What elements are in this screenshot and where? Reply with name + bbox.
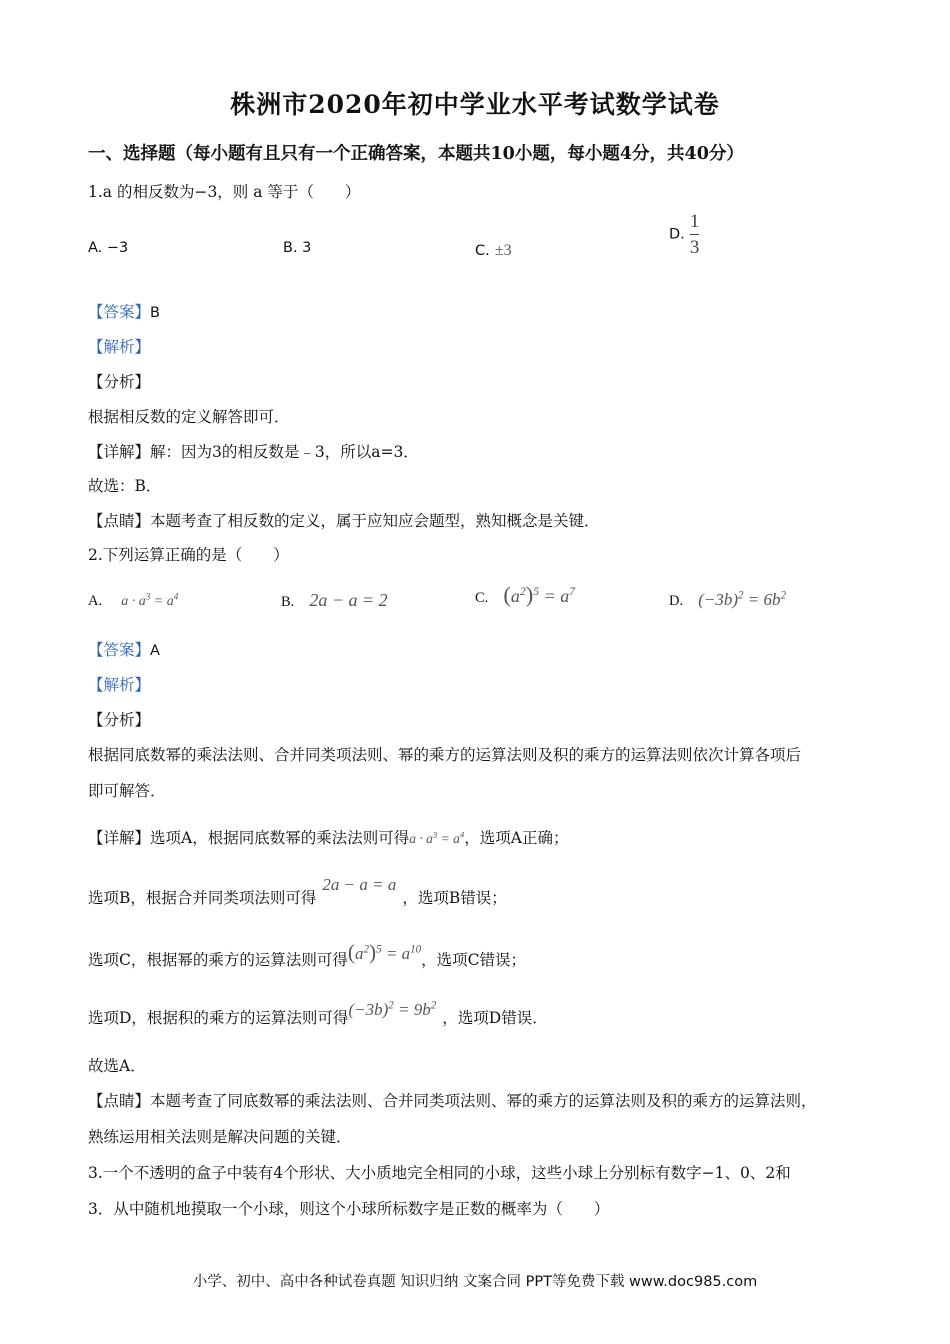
q1-option-c bbox=[475, 240, 512, 260]
q2-detail-a-post: ，选项A正确； bbox=[464, 829, 569, 847]
q2-detail-d-formula: $(-3b)^2 = 9b^2$ bbox=[348, 999, 437, 1019]
q2-answer-value: A bbox=[150, 643, 160, 659]
q2-detail-b-pre: 选项B，根据合并同类项法则可得 bbox=[88, 889, 317, 907]
page-footer: 小学、初中、高中各种试卷真题 知识归纳 文案合同 PPT等免费下载 www.doc985.com bbox=[192, 1274, 758, 1290]
q2-detail-tag: 【详解】 bbox=[88, 829, 151, 847]
q1-option-c-value: ±3 bbox=[494, 242, 512, 259]
q2-comment-tag: 【点睛】 bbox=[88, 1092, 151, 1110]
q1-conclusion: 故选：B． bbox=[88, 477, 162, 495]
q1-comment-tag: 【点睛】 bbox=[88, 512, 151, 530]
q1-answer bbox=[88, 300, 160, 322]
q2-detail-b-formula: 2a − a = a bbox=[322, 875, 397, 894]
q1-explain-tag: 【解析】 bbox=[88, 338, 151, 356]
q2-option-c bbox=[475, 582, 575, 608]
q1-option-d-fraction bbox=[690, 212, 700, 257]
q2-analysis-line1: 根据同底数幂的乘法法则、合并同类项法则、幂的乘方的运算法则及积的乘方的运算法则依次计算各项后 bbox=[88, 746, 802, 764]
q2-stem: 2.下列运算正确的是（ ） bbox=[88, 546, 289, 564]
q2-detail-a bbox=[88, 826, 568, 848]
q2-analysis-tag: 【分析】 bbox=[88, 711, 151, 729]
q1-comment bbox=[88, 509, 600, 531]
section-heading: 一、选择题（每小题有且只有一个正确答案，本题共10小题，每小题4分，共40分） bbox=[88, 144, 744, 164]
q1-detail-tag: 【详解】 bbox=[88, 443, 151, 461]
q1-comment-text: 本题考查了相反数的定义，属于应知应会题型，熟知概念是关键． bbox=[150, 512, 600, 530]
q2-detail-d bbox=[88, 999, 548, 1028]
q2-answer bbox=[88, 638, 160, 660]
q2-option-d-label: D. bbox=[669, 593, 684, 609]
q1-analysis-tag: 【分析】 bbox=[88, 373, 151, 391]
q2-detail-b-post: ，选项B错误； bbox=[402, 889, 507, 907]
q2-option-b-formula: 2a − a = 2 bbox=[309, 590, 388, 610]
q1-analysis: 根据相反数的定义解答即可． bbox=[88, 408, 290, 426]
q1-stem: 1.a 的相反数为−3，则 a 等于（ ） bbox=[88, 183, 361, 201]
q1-answer-tag: 【答案】 bbox=[88, 303, 151, 321]
q2-detail-d-pre: 选项D，根据积的乘方的运算法则可得 bbox=[88, 1009, 349, 1027]
q1-option-d-label: D. bbox=[669, 226, 685, 243]
q3-stem-line1: 3.一个不透明的盒子中装有4个形状、大小质地完全相同的小球，这些小球上分别标有数字−1、0、2和 bbox=[88, 1164, 791, 1182]
q3-stem-line2: 3．从中随机地摸取一个小球，则这个小球所标数字是正数的概率为（ ） bbox=[88, 1200, 610, 1218]
q2-comment-line2: 熟练运用相关法则是解决问题的关键． bbox=[88, 1128, 352, 1146]
q2-option-c-label: C. bbox=[475, 590, 489, 606]
q2-option-a bbox=[88, 590, 178, 610]
q2-option-c-formula: $(a^2)^5 = a^7$ bbox=[503, 582, 576, 607]
q2-detail-b bbox=[88, 875, 507, 908]
q1-option-d-numerator: 1 bbox=[690, 212, 700, 235]
q2-option-a-label: A. bbox=[88, 593, 103, 609]
q1-detail bbox=[88, 440, 419, 462]
q2-detail-c-pre: 选项C，根据幂的乘方的运算法则可得 bbox=[88, 951, 348, 969]
q2-explain-tag: 【解析】 bbox=[88, 676, 151, 694]
q2-answer-tag: 【答案】 bbox=[88, 641, 151, 659]
q1-answer-value: B bbox=[150, 305, 160, 321]
q1-option-d bbox=[669, 212, 699, 257]
q1-option-d-denominator: 3 bbox=[689, 237, 700, 258]
q2-comment-text1: 本题考查了同底数幂的乘法法则、合并同类项法则、幂的乘方的运算法则及积的乘方的运算法则， bbox=[150, 1092, 817, 1110]
q1-option-c-label: C. bbox=[475, 243, 490, 259]
q1-detail-text: 解：因为3的相反数是﹣3，所以a=3． bbox=[150, 443, 419, 461]
q1-option-a: A. −3 bbox=[88, 240, 129, 256]
q2-detail-a-formula: $a \cdot a^3 = a^4$ bbox=[409, 829, 465, 846]
q2-option-d-formula: $(-3b)^2 = 6b^2$ bbox=[698, 589, 787, 609]
q2-comment-line1 bbox=[88, 1089, 817, 1111]
q2-option-d bbox=[669, 590, 786, 610]
q2-analysis-line2: 即可解答． bbox=[88, 782, 166, 800]
q2-option-a-formula: $a \cdot a^3 = a^4$ bbox=[121, 591, 179, 609]
q2-detail-a-pre: 选项A，根据同底数幂的乘法法则可得 bbox=[150, 829, 410, 847]
q2-detail-c bbox=[88, 940, 526, 971]
q2-detail-c-post: ，选项C错误； bbox=[421, 951, 526, 969]
q1-option-b: B. 3 bbox=[283, 240, 312, 256]
page-title: 株洲市2020年初中学业水平考试数学试卷 bbox=[230, 90, 720, 119]
q2-conclusion: 故选A． bbox=[88, 1057, 146, 1075]
q2-option-b bbox=[281, 590, 388, 611]
q2-detail-d-post: ，选项D错误． bbox=[442, 1009, 548, 1027]
q2-option-b-label: B. bbox=[281, 594, 295, 610]
q2-detail-c-formula: $(a^2)^5 = a^{10}$ bbox=[347, 940, 422, 964]
